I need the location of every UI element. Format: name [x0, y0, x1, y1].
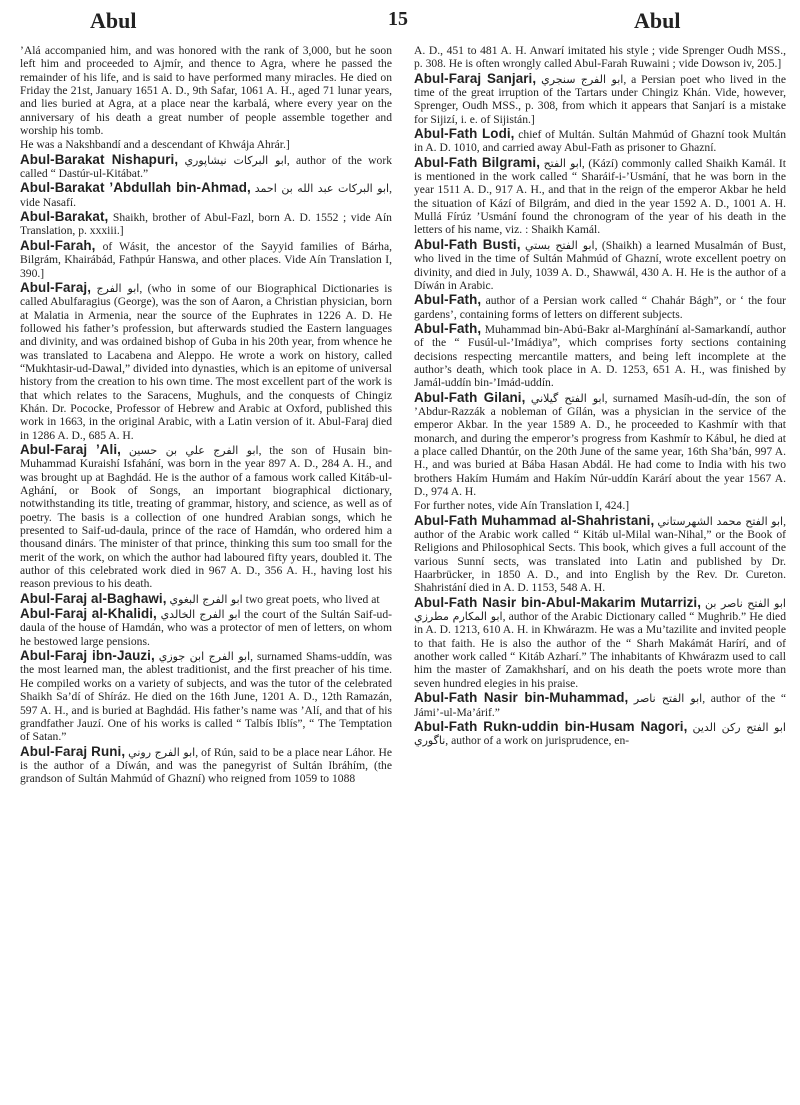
entry-text: , of Rún, said to be a place near Láhor. He is the author of a Díwán, and was the panegyrist of Sultán Ibráhím, (the grandson of Sultán Mahmúd of Ghazní) who reigned from 1059 to 1088 — [20, 745, 392, 786]
entry-headword: Abul-Faraj al-Khalidi, — [20, 606, 157, 622]
entry-text: ’Alá accompanied him, and was honored with the rank of 3,000, but he soon left him and proceeded to Ajmír, and thence to Agra, where he passed the remainder of his life, and is said to have performed many miracles. He died on Friday the 21st, January 1651 A. D., 9th Safar, 1061 A. H., aged 71 lunar years, and lies buried at Agra, at a place near the karbalá, where every year on the anniversary of his death a great number of people assemble together and worship his tomb. — [20, 44, 392, 138]
dictionary-entry — [20, 210, 392, 238]
entry-arabic-script: ابو الفتح ناصر — [633, 692, 703, 706]
dictionary-entry — [20, 138, 392, 151]
dictionary-entry — [414, 44, 786, 71]
dictionary-entry — [20, 44, 392, 137]
entry-headword: Abul-Fath Bilgrami, — [414, 154, 541, 170]
dictionary-entry — [20, 649, 392, 743]
entry-text: , (who in some of our Biographical Dictionaries is called Abulfaragius (George), was the son of Aaron, a Christian physician, born at Malatia in Armenia, near the source of the Euphrates in 1226 A. D. He followed his father’s profession, but afterwards studied the Eastern languages and divinity, and was ordained bishop of Guba in his 20th year, from whence he was translated to Lacabena and Aleppo. He wrote a work on history, called “Mukhtasir-ud-Dawal,” divided into dynasties, which is an epitome of universal history from the creation to his own time. The most excellent part of the work is that which relates to the Saracens, Mughuls, and the conquests of Chingiz Khán. Dr. Pococke, Professor of Hebrew and Arabic at Oxford, published this work in 1663, in the original Arabic, with a Latin version of it. Abul-Faraj died in 1286 A. D., 685 A. H. — [20, 281, 392, 442]
entry-headword: Abul-Barakat, — [20, 209, 109, 225]
entry-arabic-script: ابو الفرج علي بن حسين — [128, 443, 259, 457]
entry-headword: Abul-Fath Nasir bin-Muhammad, — [414, 690, 629, 706]
entry-arabic-script: ابو الفتح محمد الشهرستاني — [657, 514, 784, 528]
entry-arabic-script: ابو الفرج — [96, 281, 140, 295]
entry-text: the court of the Sultán Saif-ud-daula of the house of Hamdán, who was a protector of men of letters, on whom he bestowed large pensions. — [20, 608, 393, 648]
entry-arabic-script: ابو الفرج البغوي — [169, 592, 243, 606]
entry-text: , vide Nasafí. — [20, 182, 392, 209]
dictionary-entry — [414, 238, 786, 292]
dictionary-entry — [414, 391, 786, 499]
entry-text: two great poets, who lived at — [242, 592, 380, 606]
entry-headword: Abul-Fath, — [414, 320, 482, 336]
entry-headword: Abul-Fath Gilani, — [414, 389, 526, 405]
dictionary-entry — [414, 293, 786, 321]
entry-headword: Abul-Faraj Sanjari, — [414, 70, 537, 86]
entry-arabic-script: ابو الفرج ابن جوزي — [158, 650, 251, 664]
entry-headword: Abul-Barakat ’Abdullah bin-Ahmad, — [20, 180, 251, 196]
dictionary-entry — [20, 745, 392, 786]
entry-headword: Abul-Faraj Runi, — [20, 743, 126, 759]
entry-arabic-script: ابو الفرج الخالدي — [160, 608, 241, 622]
header-left-word: Abul — [90, 8, 137, 33]
dictionary-entry — [414, 720, 786, 748]
header-right-word: Abul — [634, 8, 681, 33]
entry-headword: Abul-Faraj ’Ali, — [20, 441, 122, 457]
dictionary-entry — [414, 514, 786, 595]
entry-text: Muhammad bin-Abú-Bakr al-Marghínání al-Samarkandí, author of the “ Fusúl-ul-’Imádiya”, which comprises forty sections containing decisions respecting mercantile matters, and being left incomplete at the author’s death, which took place in A. D. 1253, 651 A. H., was finished by Jamál-uddín bin-’Imád-uddín. — [414, 322, 786, 390]
entry-headword: Abul-Fath Rukn-uddin bin-Husam Nagori, — [414, 718, 688, 734]
entry-arabic-script: ابو الفتح ناصر بن ابو المكارم مطرزي — [414, 596, 786, 624]
entry-headword: Abul-Fath Muhammad al-Shahristani, — [414, 512, 655, 528]
entry-headword: Abul-Faraj al-Baghawi, — [20, 590, 167, 606]
dictionary-entry — [20, 239, 392, 280]
dictionary-entry — [20, 153, 392, 181]
entry-text: , author of a work on jurisprudence, en- — [445, 734, 630, 748]
dictionary-entry — [414, 72, 786, 126]
entry-text: , surnamed Masíh-ud-dín, the son of ’Abdur-Razzák a nobleman of Gílán, was a physician in the service of the emperor Akbar. In the year 1589 A. D., he proceeded to Kashmír with that monarch, and during the emperor’s progress from Kashmír to Kábul, he died at a place called Dhantúr, on the 20th June of the same year, 16th Sha’bán, 997 A. H., and was buried at Bába Hasan Abdál. He had come to India with his two brothers Hakím Humám and Hakím Núr-uddín Karárí about the year 1567 A. D., 974 A. H. — [414, 391, 786, 498]
entry-text: For further notes, vide Aín Translation I, 424.] — [414, 499, 630, 513]
entry-text: author of a Persian work called “ Chahár Bágh”, or ‘ the four gardens’, containing forms of letters on different subjects. — [414, 294, 786, 321]
entry-text: chief of Multán. Sultán Mahmúd of Ghazní took Multán in A. D. 1010, and carried away Abul-Fath as prisoner to Ghazní. — [414, 128, 786, 155]
entry-headword: Abul-Barakat Nishapuri, — [20, 151, 179, 167]
entry-text: Shaikh, brother of Abul-Fazl, born A. D. 1552 ; vide Aín Translation, p. xxxiii.] — [20, 211, 392, 238]
entry-text: A. D., 451 to 481 A. H. Anwarí imitated his style ; vide Sprenger Oudh MSS., p. 308. He is often wrongly called Abul-Farah Ruwaini ; vide Dowson iv, 205.] — [414, 44, 786, 71]
entry-text: , author of the “ Jámi’-ul-Ma’árif.” — [414, 692, 787, 719]
dictionary-entry — [414, 156, 786, 237]
entry-text: , (Shaikh) a learned Musalmán of Bust, who lived in the time of Sultán Mahmúd of Ghazní, wrote excellent poetry on divinity, and died in July, 1039 A. D., Shawwál, 430 A. H. He is the author of a Díwán in Arabic. — [414, 238, 786, 292]
entry-arabic-script: ابو الفتح گيلاني — [530, 391, 605, 405]
entry-headword: Abul-Farah, — [20, 237, 96, 253]
dictionary-entry — [414, 691, 786, 719]
entry-text: of Wásit, the ancestor of the Sayyid families of Bárha, Bilgrám, Khairábád, Fathpúr Hanswa, and other places. Vide Aín Translation I, 390.] — [20, 239, 392, 280]
page-number: 15 — [388, 8, 408, 30]
running-header — [0, 8, 800, 36]
dictionary-entry — [20, 281, 392, 442]
entry-arabic-script: ابو البركات عبد الله بن احمد — [254, 182, 390, 196]
entry-headword: Abul-Fath Busti, — [414, 236, 521, 252]
right-column — [414, 44, 786, 749]
dictionary-entry — [20, 181, 392, 209]
entry-headword: Abul-Faraj ibn-Jauzi, — [20, 648, 155, 664]
entry-text: , author of the work called “ Dastúr-ul-Kitábat.” — [20, 153, 393, 181]
dictionary-entry — [414, 499, 786, 512]
entry-text: , a Persian poet who lived in the time of the great irruption of the Tartars under Chingiz Khán. Vide, however, Sprenger, Oudh MSS., p. 308, from which it appears that Sanjarí is a mistake for Sijizí, i. e. of Sijistán.] — [414, 72, 786, 126]
entry-text: He was a Nakshbandí and a descendant of Khwája Ahrár.] — [20, 138, 290, 152]
entry-arabic-script: ابو الفتح ركن الدين ناگوري — [414, 720, 786, 748]
entry-headword: Abul-Fath, — [414, 292, 482, 308]
entry-text: , author of the Arabic Dictionary called “ Mughrib.” He died in A. D. 1213, 610 A. H. in Khwárazm. He was a Mu’tazilite and invited people to that faith. He is also the author of the “ Sharh Makámát Harírí, and of another work called “ Kitáb Azharí.” The inhabitants of Khwárazm used to call him the master of Zamakhsharí, and on his death the poets wrote more than seven hundred elegies in his praise. — [414, 610, 786, 690]
entry-headword: Abul-Faraj, — [20, 279, 92, 295]
dictionary-entry — [414, 127, 786, 155]
entry-arabic-script: ابو الفتح — [543, 156, 582, 170]
dictionary-entry — [414, 322, 786, 390]
entry-text: , author of the Arabic work called “ Kitáb ul-Milal wan-Nihal,” or the Book of Religions and Philosophical Sects. This book, which gives a full account of the various Sunní sects, was translated into Latin and published by Dr. Haarbrücker, in 1850 A. D., and into English by the Rev. Dr. Cureton. Shahristání died in A. D. 1153, 548 A. H. — [414, 514, 786, 595]
dictionary-entry — [20, 443, 392, 591]
dictionary-entry — [20, 592, 392, 606]
entry-arabic-script: ابو البركات نيشاپوري — [184, 153, 287, 167]
entry-arabic-script: ابو الفتح بستي — [524, 238, 595, 252]
dictionary-entry — [20, 607, 392, 648]
entry-headword: Abul-Fath Lodi, — [414, 126, 515, 142]
left-column — [20, 44, 392, 787]
entry-arabic-script: ابو الفرج روني — [128, 745, 196, 759]
entry-text: , the son of Husain bin-Muhammad Kuraishí Isfahání, was born in the year 897 A. D., 284 A. H., and was brought up at Baghdád. He is the author of a famous work called Kitáb-ul-Aghání, or Book of Songs, an important biographical dictionary, notwithstanding its title, treating of grammar, history, and science, as well as of poetry. The basis is a collection of one hundred Arabian songs, which he presented to Saif-ud-daula, prince of the race of Hamdán, who ordered him a thousand dinárs. The minister of that prince, thinking this sum too small for the merit of the work, on which the author had laboured fifty years, doubled it. The author of this celebrated work died in 967 A. D., 356 A. H., having lost his reason previous to his death. — [20, 443, 393, 591]
dictionary-entry — [414, 596, 786, 690]
entry-arabic-script: ابو الفرج سنجري — [541, 72, 624, 86]
entry-text: , (Kází) commonly called Shaikh Kamál. It is mentioned in the work called “ Sharáif-i-’Usmání, that he was born in the year 1511 A. D., 917 A. H., and that in the reign of the emperor Akbar he held the situation of Kází of Bilgrám, and died in the year 1592 A. D., 1001 A. H. Mullá Fírúz ’Usmání found the chronogram of the year of his death in the letters of his name, viz. : Shaikh Kamál. — [414, 156, 786, 237]
entry-headword: Abul-Fath Nasir bin-Abul-Makarim Mutarrizi, — [414, 594, 702, 610]
entry-text: , surnamed Shams-uddín, was the most learned man, the ablest traditionist, and the first preacher of his time. He compiled works on a variety of subjects, and was the tutor of the celebrated Shaikh Sa’dí of Shíráz. He died on the 16th June, 1201 A. D., 12th Ramazán, 597 A. H., and is buried at Baghdád. His father’s name was ’Alí, and that of his grandfather Jauzí. One of his works is called “ Talbís Iblís”, “ The Temptation of Satan.” — [20, 650, 392, 744]
